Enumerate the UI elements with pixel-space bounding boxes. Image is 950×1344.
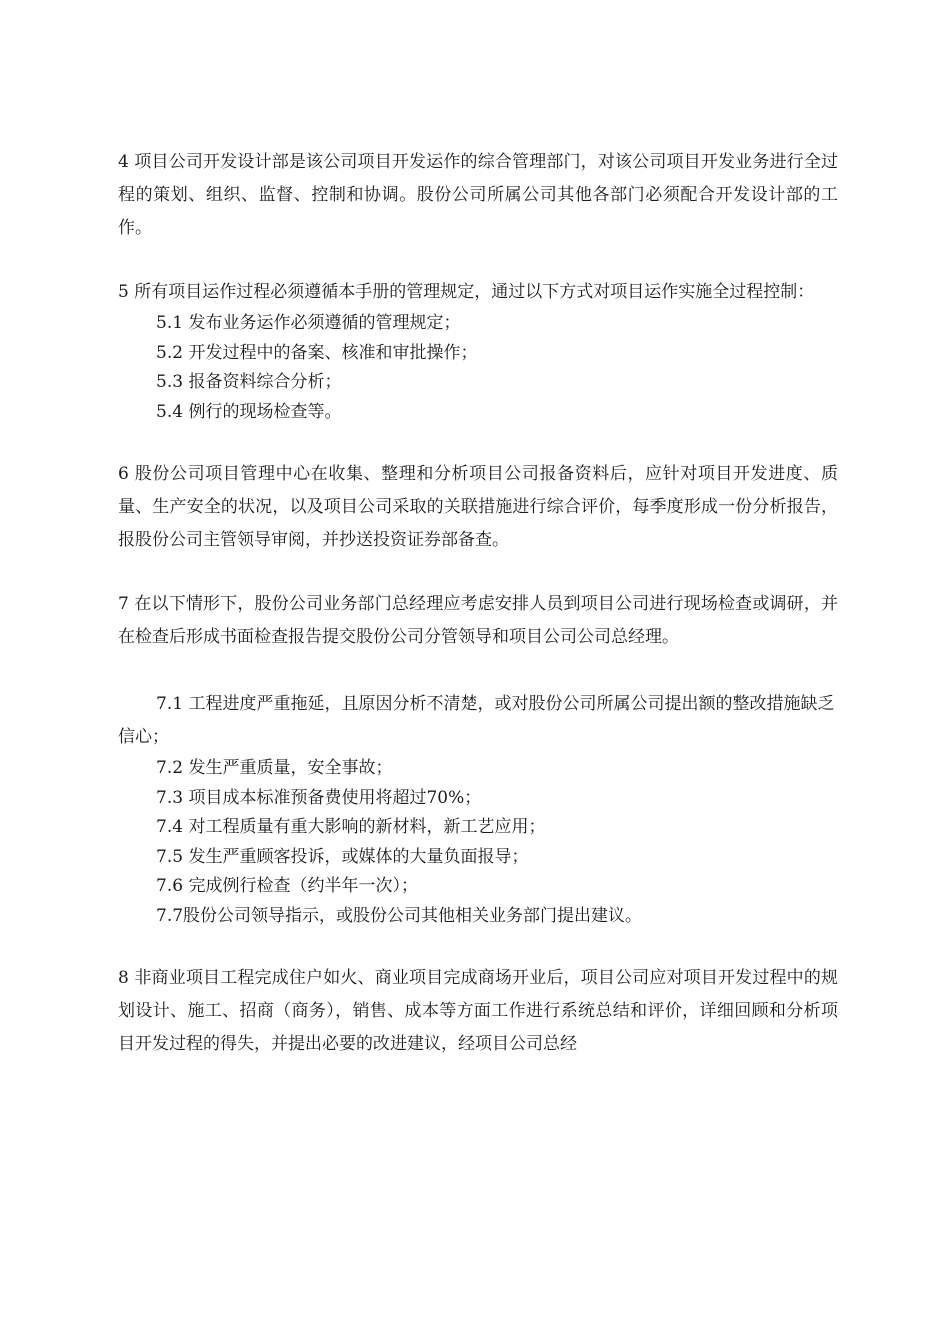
list-item-7-5: 7.5 发生严重顾客投诉，或媒体的大量负面报导；: [156, 846, 529, 867]
list-item-5-4: 5.4 例行的现场检查等。: [156, 401, 342, 422]
paragraph-5: 5 所有项目运作过程必须遵循本手册的管理规定，通过以下方式对项目运作实施全过程控制：: [118, 282, 815, 302]
list-item-7-2: 7.2 发生严重质量，安全事故；: [156, 758, 393, 778]
list-item-7-6: 7.6 完成例行检查（约半年一次）；: [156, 876, 418, 896]
list-item-7-3: 7.3 项目成本标准预备费使用将超过70%；: [156, 787, 482, 808]
list-item-5-3: 5.3 报备资料综合分析；: [156, 372, 342, 392]
paragraph-7: 7 在以下情形下，股份公司业务部门总经理应考虑安排人员到项目公司进行现场检查或调研，并在检查后形成书面检查报告提交股份公司分管领导和项目公司公司总经理。: [118, 594, 838, 647]
list-item-7-4: 7.4 对工程质量有重大影响的新材料，新工艺应用；: [156, 817, 546, 837]
list-item-5-2: 5.2 开发过程中的备案、核准和审批操作；: [156, 342, 478, 363]
paragraph-8: 8 非商业项目工程完成住户如火、商业项目完成商场开业后，项目公司应对项目开发过程中的规划设计、施工、招商（商务），销售、成本等方面工作进行系统总结和评价，详细回顾和分析项目开发过程的得失，并提出必要的改进建议，经项目公司总经: [118, 968, 838, 1054]
paragraph-4: 4 项目公司开发设计部是该公司项目开发运作的综合管理部门，对该公司项目开发业务进行全过程的策划、组织、监督、控制和协调。股份公司所属公司其他各部门必须配合开发设计部的工作。: [118, 152, 838, 238]
list-item-5-1: 5.1 发布业务运作必须遵循的管理规定；: [156, 313, 461, 333]
list-item-7-7: 7.7股份公司领导指示，或股份公司其他相关业务部门提出建议。: [156, 905, 643, 926]
document-page: [118, 146, 838, 1061]
list-item-7-1: 7.1 工程进度严重拖延，且原因分析不清楚，或对股份公司所属公司提出额的整改措施缺乏信心；: [118, 694, 835, 747]
paragraph-6: 6 股份公司项目管理中心在收集、整理和分析项目公司报备资料后，应针对项目开发进度、质量、生产安全的状况，以及项目公司采取的关联措施进行综合评价，每季度形成一份分析报告，报股份公司主管领导审阅，并抄送投资证券部备查。: [118, 464, 838, 550]
